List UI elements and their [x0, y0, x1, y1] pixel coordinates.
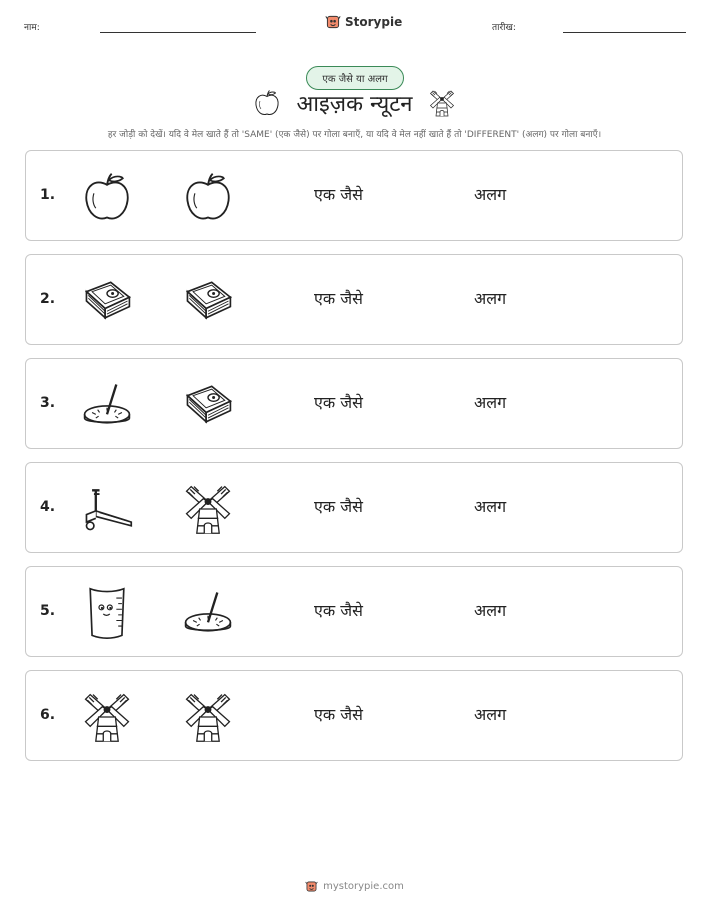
book-icon [180, 377, 236, 433]
storypie-logo-icon [305, 880, 318, 893]
different-option[interactable]: अलग [474, 393, 507, 412]
question-number: 1. [40, 187, 56, 203]
windmill-icon [180, 481, 236, 537]
different-option[interactable]: अलग [474, 289, 507, 308]
question-number: 4. [40, 499, 56, 515]
apple-icon [180, 169, 236, 225]
date-label: तारीख: [492, 23, 516, 33]
different-option[interactable]: अलग [474, 497, 507, 516]
measuring-cylinder-icon [79, 585, 135, 641]
sundial-icon [79, 377, 135, 433]
question-row [25, 670, 683, 761]
question-row [25, 462, 683, 553]
title-row [0, 88, 709, 118]
windmill-icon [180, 689, 236, 745]
same-option[interactable]: एक जैसे [314, 393, 363, 412]
question-number: 5. [40, 603, 56, 619]
brand-name: Storypie [345, 15, 403, 29]
same-option[interactable]: एक जैसे [314, 497, 363, 516]
different-option[interactable]: अलग [474, 185, 507, 204]
windmill-icon [79, 689, 135, 745]
footer [0, 880, 709, 893]
same-option[interactable]: एक जैसे [314, 185, 363, 204]
sundial-icon [180, 585, 236, 641]
apple-icon [252, 88, 282, 118]
treadmill-icon [79, 481, 135, 537]
different-option[interactable]: अलग [474, 705, 507, 724]
worksheet-type-badge: एक जैसे या अलग [306, 66, 404, 90]
footer-site[interactable]: mystorypie.com [323, 881, 404, 892]
book-icon [180, 273, 236, 329]
question-row [25, 254, 683, 345]
book-icon [79, 273, 135, 329]
question-row [25, 358, 683, 449]
apple-icon [79, 169, 135, 225]
name-label: नाम: [24, 23, 40, 33]
same-option[interactable]: एक जैसे [314, 705, 363, 724]
question-row [25, 150, 683, 241]
brand-logo [325, 14, 402, 30]
same-option[interactable]: एक जैसे [314, 289, 363, 308]
name-field[interactable] [100, 32, 256, 33]
different-option[interactable]: अलग [474, 601, 507, 620]
same-option[interactable]: एक जैसे [314, 601, 363, 620]
question-number: 6. [40, 707, 56, 723]
date-field[interactable] [563, 32, 686, 33]
windmill-icon [427, 88, 457, 118]
question-number: 2. [40, 291, 56, 307]
storypie-logo-icon [325, 14, 341, 30]
page-title: आइज़क न्यूटन [296, 92, 413, 117]
question-row [25, 566, 683, 657]
question-number: 3. [40, 395, 56, 411]
instructions: हर जोड़ी को देखें। यदि वे मेल खाते हैं तो 'SAME' (एक जैसे) पर गोला बनाएँ, या यदि वे मेल नहीं खाते हैं तो 'DIFFERENT' (अलग) पर गोला बनाएँ। [107, 130, 602, 140]
